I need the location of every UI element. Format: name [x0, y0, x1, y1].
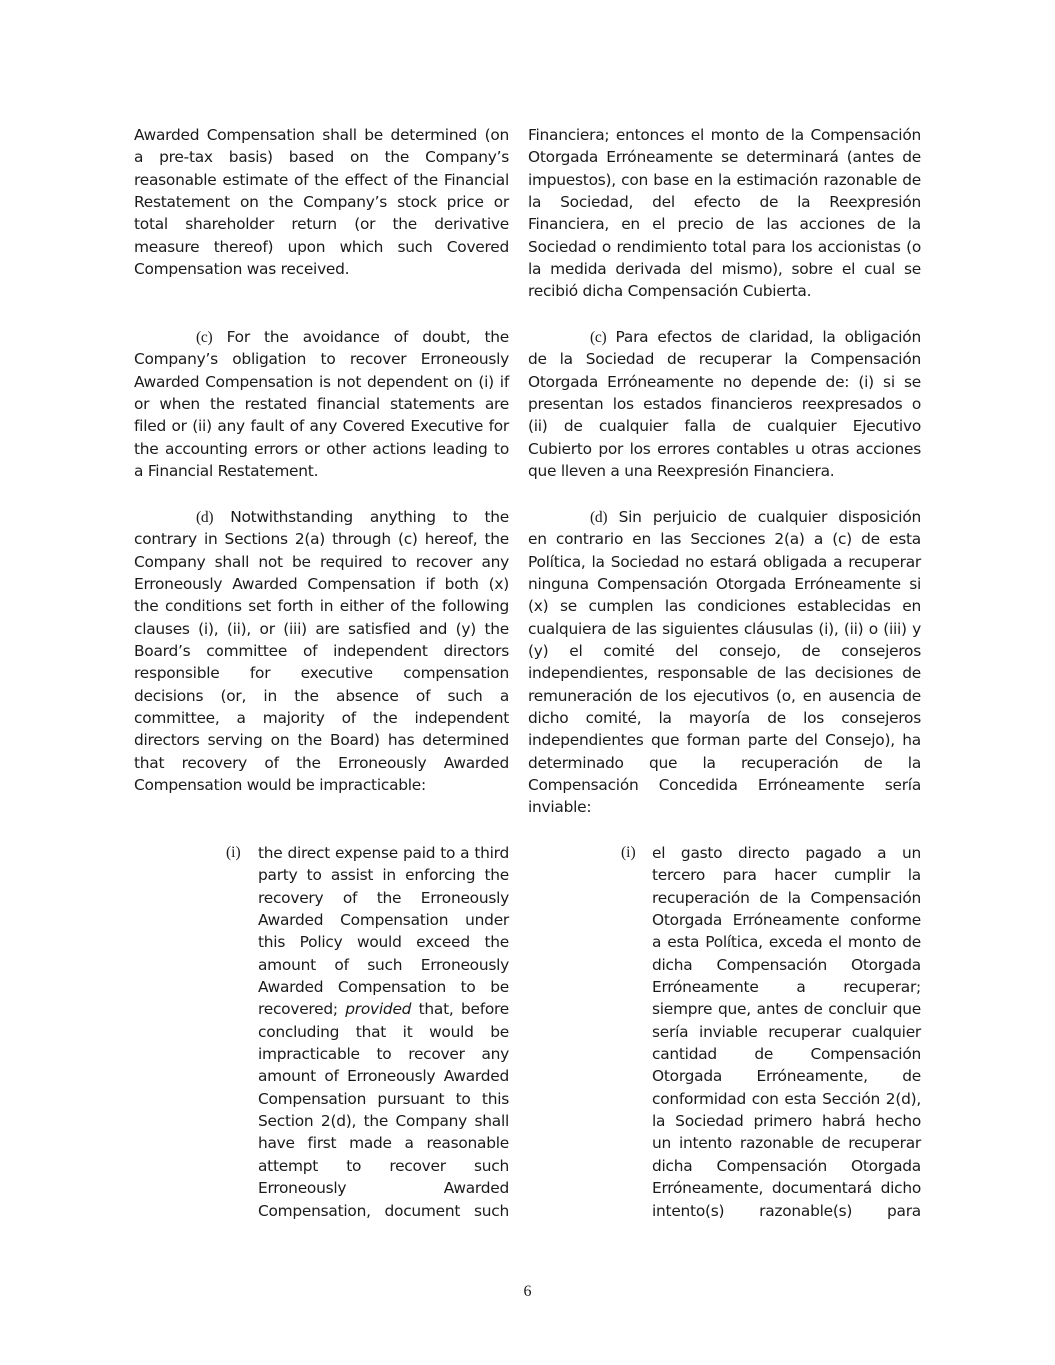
text-line: concluding that it would be	[258, 1022, 509, 1041]
es-item-i-marker: (i)	[621, 844, 636, 861]
text-line: (c) For the avoidance of doubt, the	[134, 326, 509, 348]
es-para-b-continued	[528, 124, 921, 303]
text-line: Awarded Compensation under	[258, 911, 509, 930]
text-line: remuneración de los ejecutivos (o, en ausencia de	[528, 686, 921, 705]
es-para-d	[528, 506, 921, 819]
italic-term: provided	[345, 1000, 412, 1019]
text-line: amount of such Erroneously	[258, 955, 509, 974]
text-line: conformidad con esta Sección 2(d),	[652, 1089, 921, 1108]
text-line: determinado que la recuperación de la	[528, 753, 921, 772]
text-line: la Sociedad, del efecto de la Reexpresión	[528, 193, 921, 212]
text-line: la Sociedad primero habrá hecho	[652, 1112, 921, 1131]
text-line: intento(s) razonable(s) para	[652, 1201, 921, 1220]
text-line: recovered; provided that, before	[258, 1000, 510, 1019]
text-line: independientes, responsable de las decisiones de	[528, 664, 921, 683]
text-line: Erroneously Awarded Compensation if both (x)	[134, 575, 509, 594]
text-line: contrary in Sections 2(a) through (c) hereof, the	[134, 530, 509, 549]
text-line: directors serving on the Board) has determined	[134, 731, 509, 750]
text-line: tercero para hacer cumplir la	[652, 866, 921, 885]
text-line: a Financial Restatement.	[134, 462, 319, 481]
text-line: inviable:	[528, 798, 592, 817]
text-line: Awarded Compensation is not dependent on (i) if	[134, 372, 509, 391]
text-line: (d) Notwithstanding anything to the	[134, 506, 509, 528]
text-line: Otorgada Erróneamente, de	[652, 1067, 921, 1086]
text-line: have first made a reasonable	[258, 1134, 509, 1153]
text-line: recuperación de la Compensación	[652, 888, 921, 907]
text-line: Otorgada Erróneamente no depende de: (i) si se	[528, 372, 921, 391]
text-line: Awarded Compensation shall be determined (on	[134, 126, 509, 144]
text-line: recovery of the Erroneously	[258, 888, 509, 907]
text-line: (c) Para efectos de claridad, la obligación	[528, 326, 921, 348]
text-line: Section 2(d), the Company shall	[258, 1112, 509, 1131]
text-line: ninguna Compensación Otorgada Erróneamente si	[528, 575, 921, 594]
text-line: this Policy would exceed the	[258, 933, 509, 952]
en-item-i	[258, 842, 509, 1222]
paragraph-marker: (c)	[196, 329, 213, 346]
text-line: the direct expense paid to a third	[258, 844, 509, 862]
text-line: Financiera, en el precio de las acciones de la	[528, 215, 921, 234]
text-line: siempre que, antes de concluir que	[652, 1000, 921, 1019]
text-line: impracticable to recover any	[258, 1045, 509, 1064]
text-line: (x) se cumplen las condiciones establecidas en	[528, 597, 921, 616]
text-line: independientes que forman parte del Consejo), ha	[528, 731, 921, 750]
text-line: Compensation was received.	[134, 260, 350, 279]
text-line: dicho comité, la mayoría de los consejeros	[528, 709, 921, 728]
text-line: recibió dicha Compensación Cubierta.	[528, 282, 812, 301]
text-line: en contrario en las Secciones 2(a) a (c) de esta	[528, 530, 921, 549]
text-line: un intento razonable de recuperar	[652, 1134, 921, 1153]
text-line: Erróneamente, documentará dicho	[652, 1179, 921, 1198]
text-line: Compensación Concedida Erróneamente sería	[528, 776, 921, 795]
text-line: Board’s committee of independent directors	[134, 642, 509, 661]
text-line: que lleven a una Reexpresión Financiera.	[528, 462, 835, 481]
text-line: party to assist in enforcing the	[258, 866, 509, 885]
en-para-d	[134, 506, 509, 796]
text-line: Company’s obligation to recover Erroneously	[134, 350, 509, 369]
text-line: Otorgada Erróneamente se determinará (antes de	[528, 148, 921, 167]
text-line: de la Sociedad de recuperar la Compensación	[528, 350, 921, 369]
text-line: attempt to recover such	[258, 1156, 509, 1175]
text-line: Política, la Sociedad no estará obligada a recuperar	[528, 552, 921, 571]
text-line: the accounting errors or other actions leading to	[134, 439, 509, 458]
text-line: Compensation pursuant to this	[258, 1089, 509, 1108]
text-line: the conditions set forth in either of the following	[134, 597, 509, 616]
text-line: committee, a majority of the independent	[134, 709, 509, 728]
text-line: cantidad de Compensación	[652, 1045, 921, 1064]
en-para-b-continued	[134, 124, 509, 280]
text-line: responsible for executive compensation	[134, 664, 509, 683]
text-line: la medida derivada del mismo), sobre el cual se	[528, 260, 921, 279]
text-line: (d) Sin perjuicio de cualquier disposición	[528, 506, 921, 528]
text-line: that recovery of the Erroneously Awarded	[134, 753, 509, 772]
text-line: (ii) de cualquier falla de cualquier Ejecutivo	[528, 417, 921, 436]
text-line: or when the restated financial statements are	[134, 395, 509, 414]
text-line: Restatement on the Company’s stock price or	[134, 193, 509, 212]
text-line: a pre-tax basis) based on the Company’s	[134, 148, 509, 167]
text-line: Compensation, document such	[258, 1201, 509, 1220]
text-line: amount of Erroneously Awarded	[258, 1067, 509, 1086]
text-line: Sociedad o rendimiento total para los accionistas (o	[528, 237, 921, 256]
text-line: dicha Compensación Otorgada	[652, 1156, 921, 1175]
page-number: 6	[523, 1283, 532, 1300]
text-line: filed or (ii) any fault of any Covered Executive for	[134, 417, 509, 436]
text-line: decisions (or, in the absence of such a	[134, 686, 509, 705]
text-line: impuestos), con base en la estimación razonable de	[528, 170, 921, 189]
text-line: Awarded Compensation to be	[258, 978, 509, 997]
es-item-i	[652, 842, 921, 1222]
text-line: Erróneamente a recuperar;	[652, 978, 921, 997]
text-line: clauses (i), (ii), or (iii) are satisfied and (y) the	[134, 619, 509, 638]
text-line: total shareholder return (or the derivative	[134, 215, 509, 234]
text-line: Company shall not be required to recover any	[134, 552, 509, 571]
text-line: el gasto directo pagado a un	[652, 844, 921, 862]
en-para-c	[134, 326, 509, 482]
text-line: cualquiera de las siguientes cláusulas (i), (ii) o (iii) y	[528, 619, 921, 638]
text-line: Otorgada Erróneamente conforme	[652, 911, 921, 930]
text-line: Erroneously Awarded	[258, 1179, 509, 1198]
text-line: sería inviable recuperar cualquier	[652, 1022, 921, 1041]
es-para-c	[528, 326, 921, 482]
text-line: measure thereof) upon which such Covered	[134, 237, 509, 256]
text-line: Cubierto por los errores contables u otras acciones	[528, 439, 921, 458]
text-line: Financiera; entonces el monto de la Compensación	[528, 126, 921, 144]
text-line: Compensation would be impracticable:	[134, 776, 426, 795]
text-line: dicha Compensación Otorgada	[652, 955, 921, 974]
paragraph-marker: (d)	[590, 509, 608, 526]
text-line: (y) el comité del consejo, de consejeros	[528, 642, 921, 661]
paragraph-marker: (c)	[590, 329, 607, 346]
en-item-i-marker: (i)	[226, 844, 241, 861]
paragraph-marker: (d)	[196, 509, 214, 526]
text-line: a esta Política, exceda el monto de	[652, 933, 921, 952]
text-line: presentan los estados financieros reexpresados o	[528, 395, 921, 414]
text-line: reasonable estimate of the effect of the Financial	[134, 170, 509, 189]
